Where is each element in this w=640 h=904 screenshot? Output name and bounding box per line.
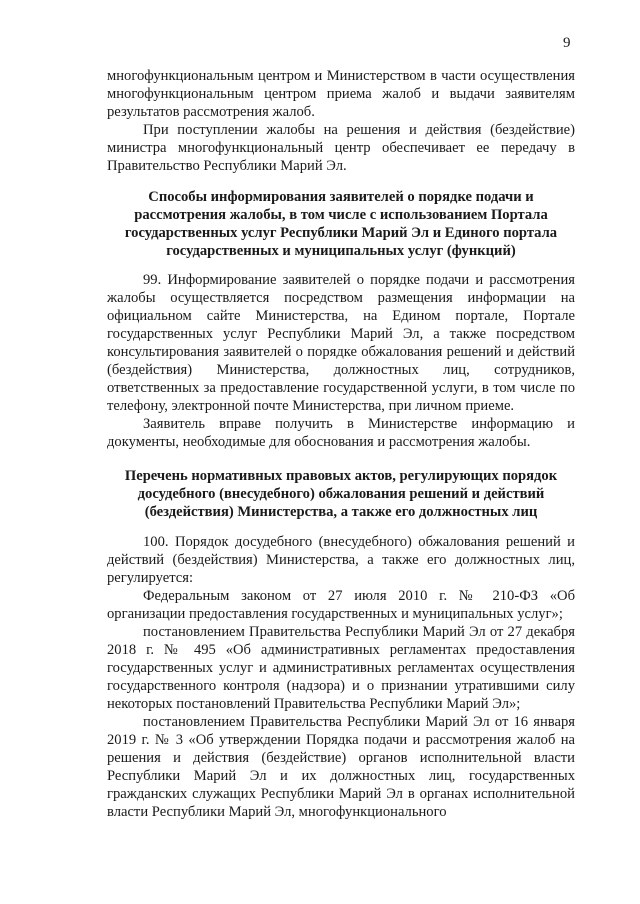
heading-informing-methods: Способы информирования заявителей о порядке подачи и рассмотрения жалобы, в том числе с использованием Портала государственных услуг Республики Марий Эл и Единого портала государственных и муниципальных услуг (функций) [124,189,558,259]
section-heading-2 [107,467,575,521]
paragraph-federal-law: Федеральным законом от 27 июля 2010 г. № 210-ФЗ «Об организации предоставления государственных и муниципальных услуг»; [107,588,575,622]
intro-paragraph-2: При поступлении жалобы на решения и действия (бездействие) министра многофункциональный центр обеспечивает ее передачу в Правительство Республики Марий Эл. [107,122,575,174]
section-2-body [107,533,575,821]
section-heading-1 [107,188,575,260]
page-number: 9 [563,35,571,51]
paragraph-applicant-right: Заявитель вправе получить в Министерстве информацию и документы, необходимые для обоснования и рассмотрения жалобы. [107,416,575,450]
section-1-body [107,271,575,451]
paragraph-100: 100. Порядок досудебного (внесудебного) обжалования решений и действий (бездействия) Министерства, а также его должностных лиц, регулируется: [107,534,575,586]
paragraph-resolution-495: постановлением Правительства Республики Марий Эл от 27 декабря 2018 г. № 495 «Об административных регламентах предоставления государственных услуг и административных регламентах осуществления государственного контроля (надзора) и о признании утратившими силу некоторых постановлений Правительства Республики Марий Эл»; [107,624,575,712]
paragraph-99: 99. Информирование заявителей о порядке подачи и рассмотрения жалобы осуществляется посредством размещения информации на официальном сайте Министерства, на Едином портале, Портале государственных услуг Республики Марий Эл, а также посредством консультирования заявителей о порядке обжалования решений и действий (бездействия) Министерства, должностных лиц, сотрудников, ответственных за предоставление государственной услуги, в том числе по телефону, электронной почте Министерства, при личном приеме. [107,272,575,414]
heading-legal-acts: Перечень нормативных правовых актов, регулирующих порядок досудебного (внесудебного) обжалования решений и действий (бездействия) Министерства, а также его должностных лиц [124,468,558,520]
intro-paragraph-1: многофункциональным центром и Министерством в части осуществления многофункциональным центром приема жалоб и выдачи заявителям результатов рассмотрения жалоб. [107,68,575,120]
paragraph-resolution-3: постановлением Правительства Республики Марий Эл от 16 января 2019 г. № 3 «Об утверждении Порядка подачи и рассмотрения жалоб на решения и действия (бездействие) органов исполнительной власти Республики Марий Эл и их должностных лиц, государственных гражданских служащих Республики Марий Эл в органах исполнительной власти Республики Марий Эл, многофункционального [107,714,575,820]
intro-block [107,67,575,175]
